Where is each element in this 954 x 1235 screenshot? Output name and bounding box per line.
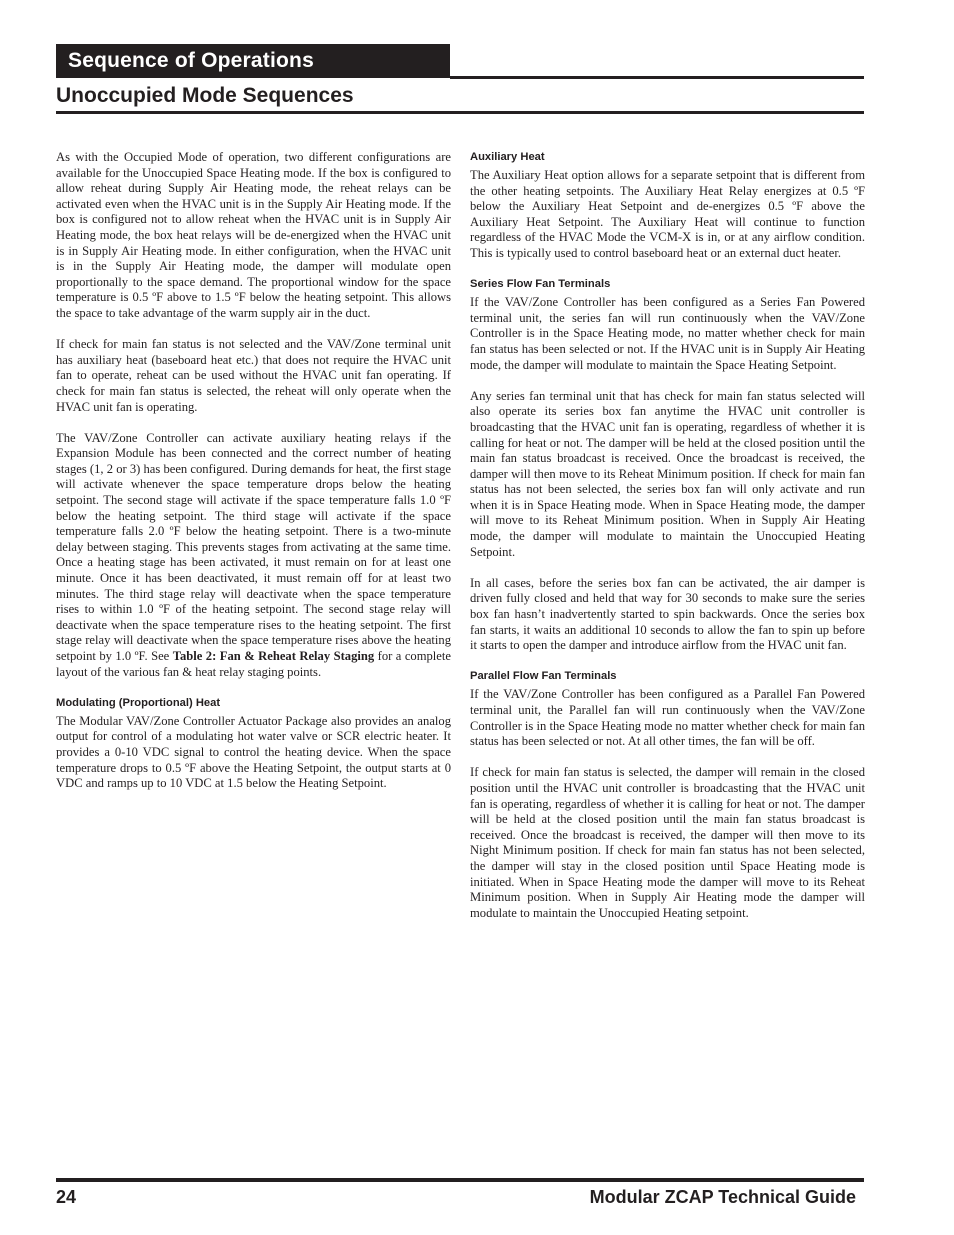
left-column [56, 150, 451, 807]
paragraph-series-flow-3: In all cases, before the series box fan can be activated, the air damper is driven fully closed and held that way for 30 seconds to make sure the series box fan hasn’t inadvertently started to spin backwards. Once the series box fan starts, it waits an additional 10 seconds to allow the fan to spin up before it starts to open the damper and introduce airflow from the HVAC unit fan. [470, 575, 865, 653]
staging-text-start: The VAV/Zone Controller can activate auxiliary heating relays if the Expansion Module has been connected and the correct number of heating stages (1, 2 or 3) has been configured. During demands for heat, the first stage will activate whenever the space temperature drops below the heating setpoint. The second stage will activate if the space temperature falls 1.0 ºF below the heating setpoint. The third stage will activate if the space temperature falls 2.0 ºF below the heating setpoint. There is a two-minute delay between staging. This prevents stages from activating at the same time. Once a heating stage has been activated, it must remain on for at least one minute. Once it has been deactivated, it must remain off for at least two minutes. The third stage relay will deactivate when the space temperature rises to within 1.0 ºF of the heating setpoint. The second stage relay will deactivate when the space temperature rises to the heating setpoint. The first stage relay will deactivate when the space temperature rises above the heating setpoint by 1.0 ºF. See [56, 430, 451, 663]
page-number: 24 [56, 1187, 77, 1207]
paragraph-heating-staging [56, 431, 451, 681]
page-title: Unoccupied Mode Sequences [56, 84, 354, 107]
paragraph-modulating-heat: The Modular VAV/Zone Controller Actuator Package also provides an analog output for control of a modulating hot water valve or SCR electric heater. It provides a 0-10 VDC signal to control the heating device. When the space temperature drops to 0.5 ºF above the Heating Setpoint, the output starts at 0 VDC and ramps up to 10 VDC at 1.5 below the Heating Setpoint. [56, 713, 451, 791]
paragraph-parallel-flow-1: If the VAV/Zone Controller has been configured as a Parallel Fan Powered terminal unit, the Parallel fan will run continuously when the VAV/Zone Controller is in the Space Heating mode no matter whether check for main fan status has been selected or not. At all other times, the fan will be off. [470, 687, 865, 749]
paragraph-unoccupied-configurations: As with the Occupied Mode of operation, two different configurations are available for the Unoccupied Space Heating mode. If the box is configured to allow reheat during Supply Air Heating mode, the reheat relays can be activated even when the HVAC unit is in the Supply Air Heating mode. If the box is configured not to allow reheat when the HVAC unit is in Supply Air Heating mode, the box heat relays will be de-energized when the HVAC unit is in Supply Air Heating mode. In either configuration, when the HVAC unit is in the Supply Air Heating mode, the damper will modulate open proportionally to the space demand. The proportional window for the space temperature is 0.5 ºF above to 1.5 ºF below the heating setpoint. This allows the space to take advantage of the warm supply air in the duct. [56, 150, 451, 320]
title-rule [56, 111, 864, 114]
header-rule [450, 76, 864, 79]
paragraph-parallel-flow-2: If check for main fan status is selected, the damper will remain in the closed position until the HVAC unit controller is broadcasting that the HVAC unit fan is operating, regardless of whether it is calling for heat or not. The damper will be held at the closed position until the main fan status broadcast is received. Once the broadcast is received, the damper will then move to its Night Minimum position. If check for main fan status has not been selected, the damper will stay in the closed position until Space Heating mode is initiated. When in Space Heating mode the damper will move to its Reheat Minimum position. When in Supply Air Heating mode the damper will modulate to maintain the Unoccupied Heating setpoint. [470, 765, 865, 920]
section-title: Sequence of Operations [68, 49, 314, 72]
heading-modulating-heat: Modulating (Proportional) Heat [56, 696, 221, 709]
right-column [470, 150, 865, 937]
heading-auxiliary-heat: Auxiliary Heat [470, 151, 545, 163]
paragraph-main-fan-status: If check for main fan status is not selected and the VAV/Zone terminal unit has auxiliary heat (baseboard heat etc.) that does not require the HVAC unit fan to operate, reheat can be used without the HVAC unit fan operating. If check for main fan status is selected, the reheat will only operate when the HVAC unit fan is operating. [56, 337, 451, 414]
paragraph-auxiliary-heat: The Auxiliary Heat option allows for a separate setpoint that is different from the other heating setpoints. The Auxiliary Heat Relay energizes at 0.5 ºF below the Auxiliary Heat Setpoint and de-energizes 0.5 ºF above the Auxiliary Heat Setpoint. The Auxiliary Heat will continue to function regardless of the HVAC Mode the VCM-X is in, or at any airflow condition. This is typically used to control baseboard heat or an external duct heater. [470, 168, 865, 260]
footer-rule [56, 1178, 864, 1182]
table-reference: Table 2: Fan & Reheat Relay Staging [172, 649, 375, 663]
heading-parallel-flow: Parallel Flow Fan Terminals [470, 670, 617, 683]
heading-series-flow: Series Flow Fan Terminals [470, 278, 611, 291]
paragraph-series-flow-1: If the VAV/Zone Controller has been configured as a Series Fan Powered terminal unit, the series fan will run continuously when the VAV/Zone Controller is in the Space Heating mode, no matter whether check for main fan status has been selected or not. If the HVAC unit is in Supply Air Heating mode, the damper will modulate to maintain the Space Heating Setpoint. [470, 295, 865, 372]
guide-title: Modular ZCAP Technical Guide [589, 1187, 856, 1207]
paragraph-series-flow-2: Any series fan terminal unit that has check for main fan status selected will also operate its series box fan anytime the HVAC unit controller is broadcasting that the HVAC unit fan is operating, regardless of whether it is calling for heat or not. The damper will be held at the closed position until the main fan status broadcast is received. Once the broadcast is received, the damper will then move to its Reheat Minimum position. If check for main fan status has not been selected, the series box fan will only activate and run when it is in Space Heating mode. When in Space Heating mode, the damper will move to its Reheat Minimum position. When in Supply Air Heating mode, the damper will modulate to maintain the Unoccupied Heating Setpoint. [470, 388, 865, 559]
staging-text-end: for a complete layout of the various fan & heat relay staging points. [56, 649, 451, 679]
